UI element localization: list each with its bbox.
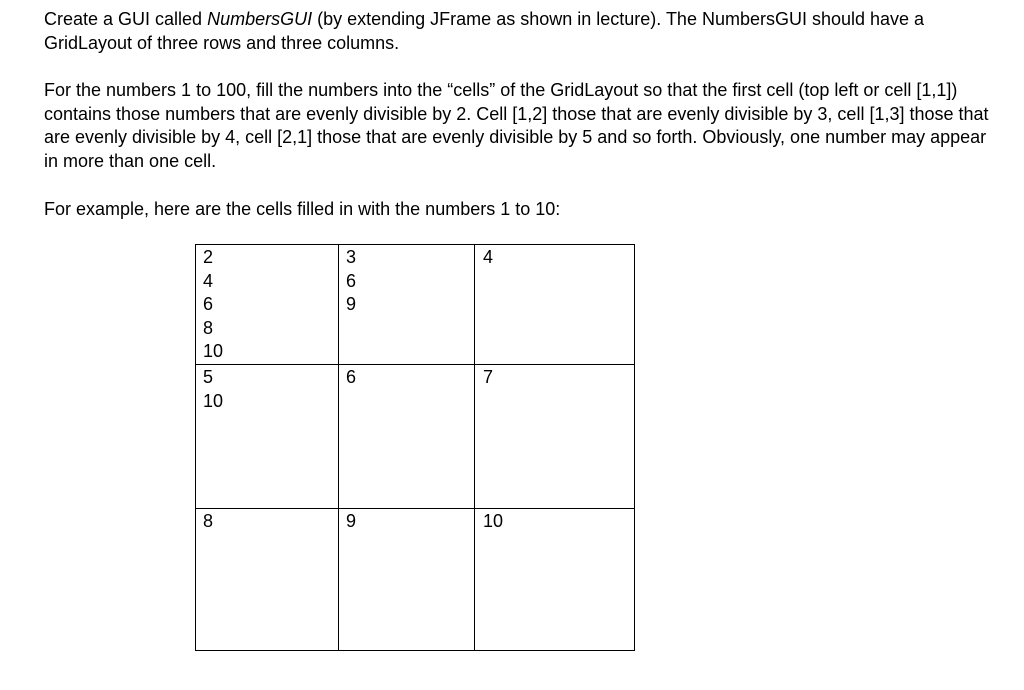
cell-number: 5 <box>203 367 214 387</box>
cell-number: 2 <box>203 247 214 267</box>
instruction-text-1b: (by extending JFrame as shown in lecture). The NumbersGUI should have a GridLayout of three rows and three columns. <box>44 9 925 53</box>
cell-number: 6 <box>203 294 214 314</box>
grid-cell-2-2 <box>346 366 356 390</box>
cell-number: 6 <box>346 270 357 291</box>
grid-divider-horizontal-1 <box>196 364 634 365</box>
grid-cell-1-3 <box>483 246 493 270</box>
cell-number: 3 <box>346 247 357 267</box>
grid-cell-1-2 <box>346 246 356 317</box>
instruction-paragraph-2: For the numbers 1 to 100, fill the numbers into the “cells” of the GridLayout so that the first cell (top left or cell [1,1]) contains those numbers that are evenly divisible by 2. Cell [1,2] those that are evenly divisible by 3, cell [1,3] those that are evenly divisible by 4, cell [2,1] those that are evenly divisible by 5 and so forth. Obviously, one number may appear in more than one cell. <box>44 80 989 171</box>
instruction-paragraph-1 <box>44 8 1004 55</box>
cell-number: 4 <box>483 247 494 267</box>
example-grid <box>195 244 635 651</box>
instruction-text-1a: Create a GUI called <box>44 9 208 29</box>
grid-cell-3-2 <box>346 510 356 534</box>
cell-number: 10 <box>203 341 224 361</box>
cell-number: 10 <box>203 390 224 411</box>
grid-divider-vertical-2 <box>474 245 475 650</box>
grid-cell-3-1 <box>203 510 213 534</box>
cell-number: 6 <box>346 367 357 387</box>
cell-number: 7 <box>483 367 494 387</box>
cell-number: 9 <box>346 294 357 314</box>
grid-cell-3-3 <box>483 510 503 534</box>
cell-number: 4 <box>203 270 214 291</box>
class-name-italic: NumbersGUI <box>207 9 313 29</box>
grid-cell-2-3 <box>483 366 493 390</box>
grid-divider-vertical-1 <box>338 245 339 650</box>
cell-number: 9 <box>346 511 357 531</box>
cell-number: 8 <box>203 317 214 338</box>
grid-cell-2-1 <box>203 366 223 413</box>
instruction-paragraph-3: For example, here are the cells filled in with the numbers 1 to 10: <box>44 199 561 219</box>
cell-number: 8 <box>203 511 214 531</box>
cell-number: 10 <box>483 511 504 531</box>
grid-divider-horizontal-2 <box>196 508 634 509</box>
grid-cell-1-1 <box>203 246 223 364</box>
